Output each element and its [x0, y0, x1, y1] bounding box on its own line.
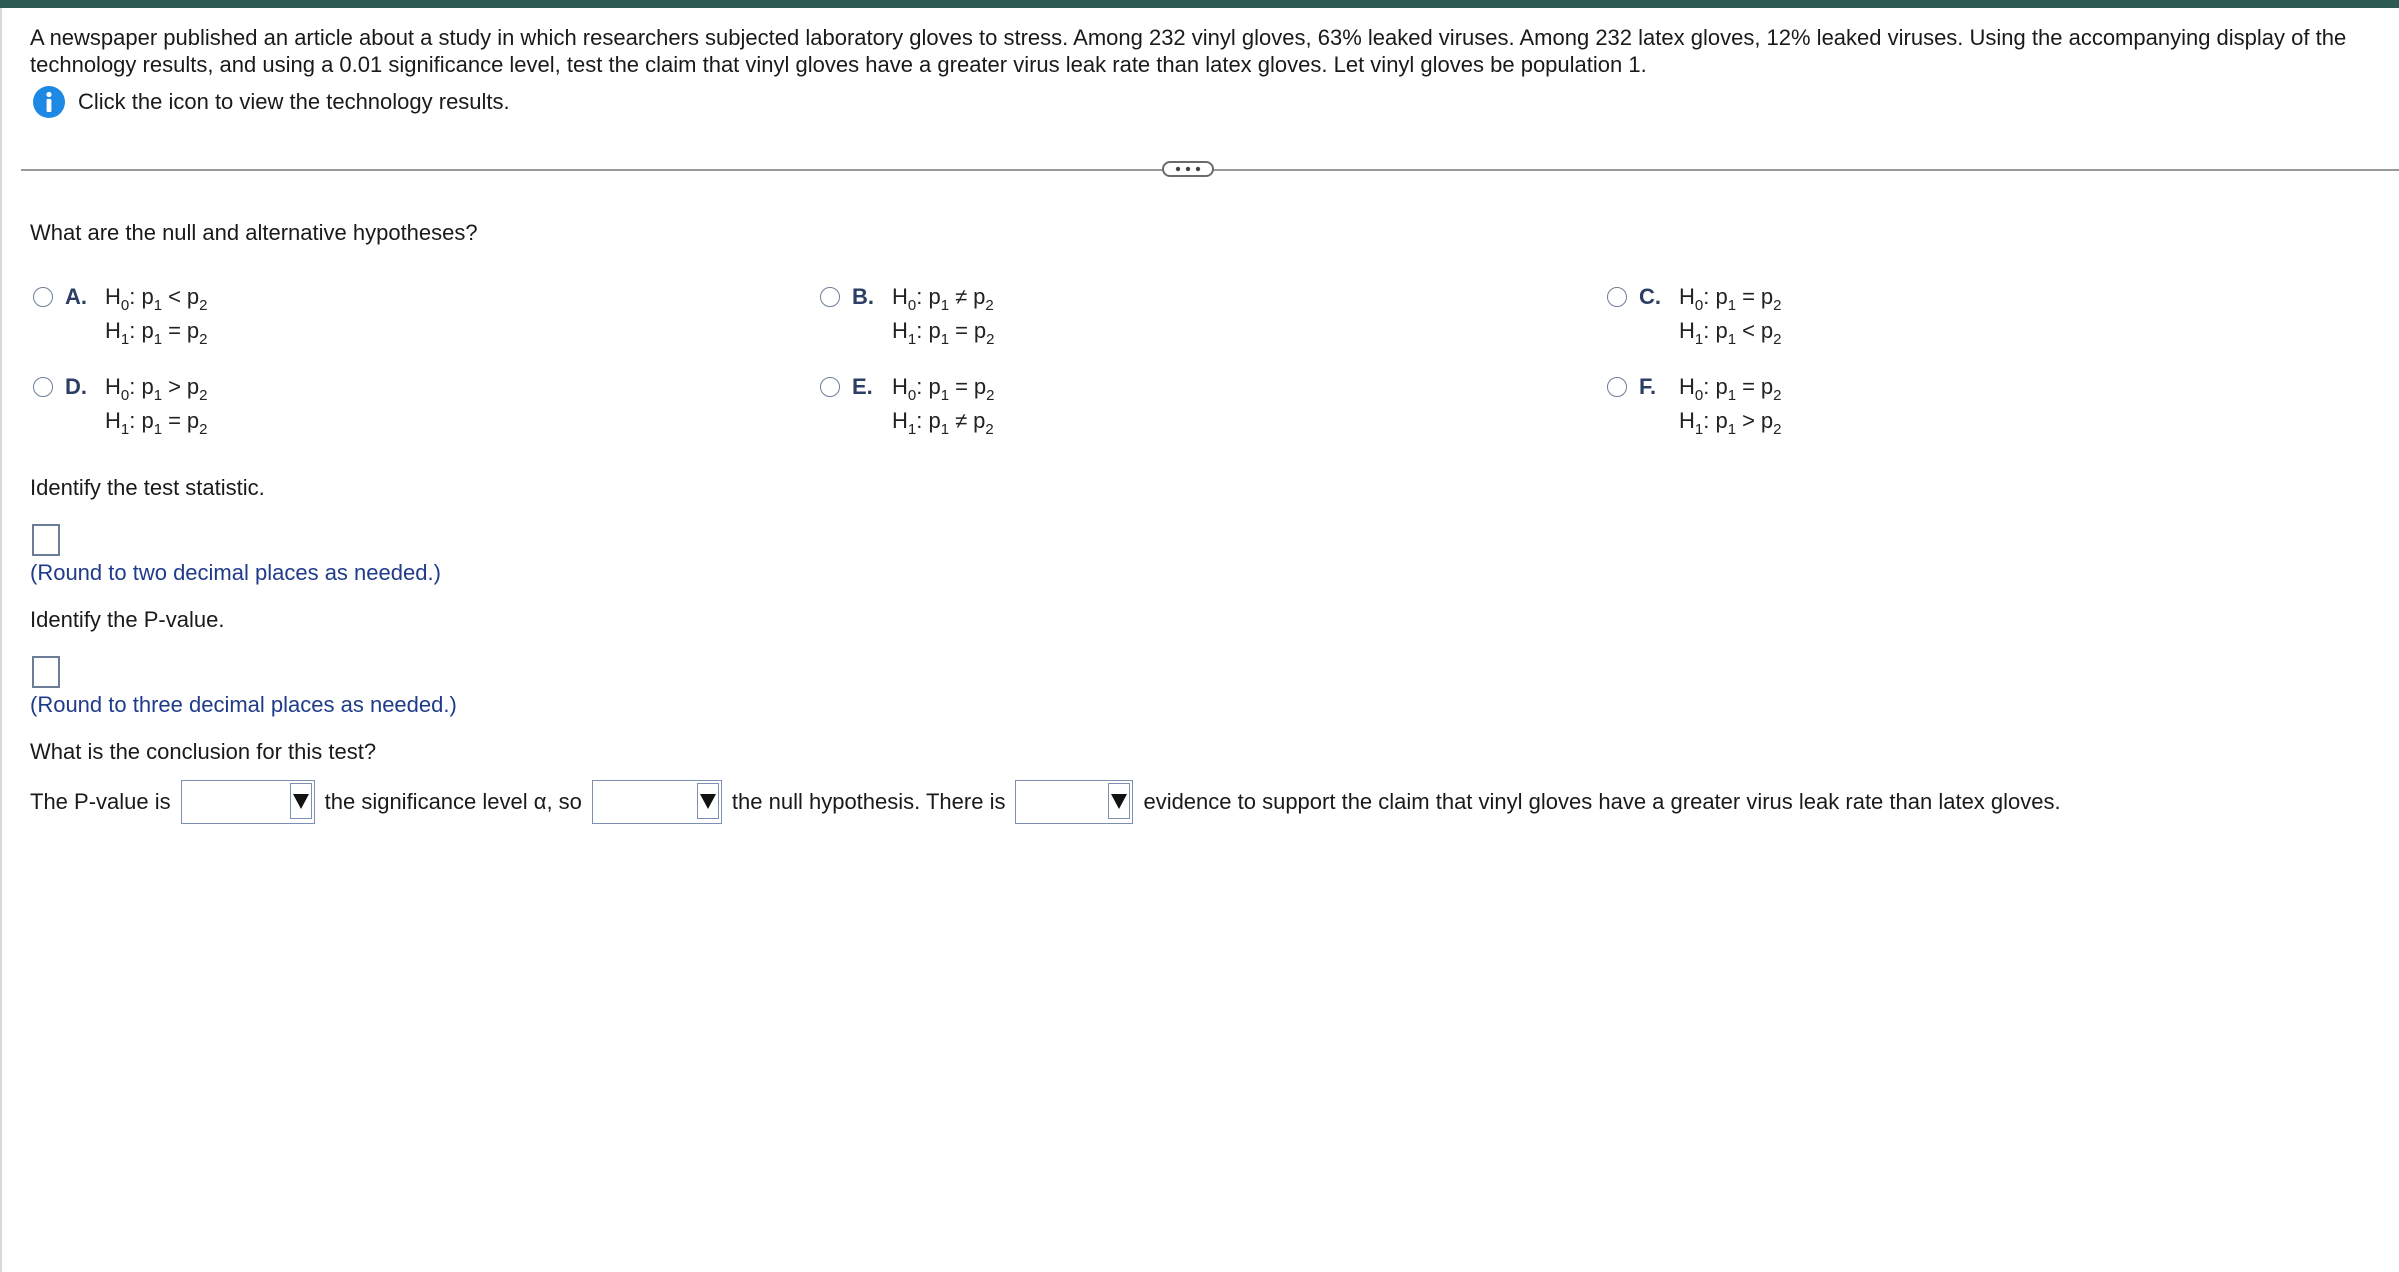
top-accent-bar: [0, 0, 2399, 8]
option-e-h1: $H_1$: $p_1 \ne p_2$: [892, 408, 994, 438]
conclusion-text-1: The P-value is: [30, 789, 171, 814]
conclusion-text-3: the null hypothesis. There is: [731, 789, 1006, 814]
hypothesis-option-e[interactable]: [820, 372, 995, 440]
option-b-h1: $H_1$: $p_1 = p_2$: [892, 318, 995, 348]
hypothesis-option-f[interactable]: [1607, 372, 1782, 440]
expand-more-button[interactable]: [1162, 161, 1214, 177]
option-e-h0: $H_0$: $p_1 = p_2$: [892, 374, 995, 404]
radio-button-a[interactable]: [33, 287, 53, 307]
option-e-hypotheses: [892, 372, 995, 440]
hypotheses-question: What are the null and alternative hypotheses?: [30, 220, 478, 245]
pvalue-comparison-select[interactable]: [181, 780, 315, 824]
p-value-question: Identify the P-value.: [30, 607, 225, 632]
option-c-h1: $H_1$: $p_1 < p_2$: [1679, 318, 1782, 348]
option-c-h0: $H_0$: $p_1 = p_2$: [1679, 284, 1782, 314]
radio-button-f[interactable]: [1607, 377, 1627, 397]
hypothesis-option-c[interactable]: [1607, 282, 1782, 350]
hypothesis-option-a[interactable]: [33, 282, 208, 350]
option-letter-e: E.: [852, 374, 873, 399]
conclusion-text-4: evidence to support the claim that vinyl gloves have a greater virus leak rate than latex gloves.: [1143, 789, 2061, 814]
option-d-h1: $H_1$: $p_1 = p_2$: [105, 408, 208, 438]
info-icon[interactable]: [32, 85, 66, 119]
technology-results-link[interactable]: [32, 85, 510, 119]
left-border: [0, 8, 2, 1272]
option-c-hypotheses: [1679, 282, 1782, 350]
conclusion-sentence: [30, 780, 2061, 824]
p-value-hint: (Round to three decimal places as needed.): [30, 692, 457, 717]
test-statistic-question: Identify the test statistic.: [30, 475, 265, 500]
option-f-h0: $H_0$: $p_1 = p_2$: [1679, 374, 1782, 404]
radio-button-c[interactable]: [1607, 287, 1627, 307]
radio-button-b[interactable]: [820, 287, 840, 307]
option-a-h0: $H_0$: $p_1 < p_2$: [105, 284, 208, 314]
option-a-hypotheses: [105, 282, 208, 350]
radio-button-d[interactable]: [33, 377, 53, 397]
test-statistic-input[interactable]: [32, 524, 60, 556]
ellipsis-icon: [1173, 166, 1203, 172]
p-value-input[interactable]: [32, 656, 60, 688]
option-d-h0: $H_0$: $p_1 > p_2$: [105, 374, 208, 404]
option-letter-d: D.: [65, 374, 87, 399]
option-letter-c: C.: [1639, 284, 1661, 309]
option-b-h0: $H_0$: $p_1 \ne p_2$: [892, 284, 994, 314]
option-a-h1: $H_1$: $p_1 = p_2$: [105, 318, 208, 348]
option-f-hypotheses: [1679, 372, 1782, 440]
conclusion-question: What is the conclusion for this test?: [30, 739, 377, 764]
hypothesis-option-d[interactable]: [33, 372, 208, 440]
hypothesis-option-b[interactable]: [820, 282, 995, 350]
evidence-select[interactable]: [1015, 780, 1133, 824]
option-d-hypotheses: [105, 372, 208, 440]
option-b-hypotheses: [892, 282, 995, 350]
option-f-h1: $H_1$: $p_1 > p_2$: [1679, 408, 1782, 438]
option-letter-a: A.: [65, 284, 87, 309]
dropdown-arrow-icon[interactable]: [1108, 783, 1130, 819]
option-letter-b: B.: [852, 284, 874, 309]
problem-statement: A newspaper published an article about a study in which researchers subjected laboratory gloves to stress. Among 232 vinyl gloves, 63% leaked viruses. Among 232 latex gloves, 12% leaked viruses. Using the accompanying display of the technology results, and using a 0.01 significance level, test the claim that vinyl gloves have a greater virus leak rate than latex gloves. Let vinyl gloves be population 1.: [30, 25, 2347, 77]
info-link-text[interactable]: Click the icon to view the technology results.: [78, 89, 510, 114]
option-letter-f: F.: [1639, 374, 1657, 399]
test-statistic-hint: (Round to two decimal places as needed.): [30, 560, 441, 585]
dropdown-arrow-icon[interactable]: [697, 783, 719, 819]
radio-button-e[interactable]: [820, 377, 840, 397]
conclusion-text-2: the significance level α, so: [324, 789, 582, 814]
null-decision-select[interactable]: [592, 780, 722, 824]
dropdown-arrow-icon[interactable]: [290, 783, 312, 819]
